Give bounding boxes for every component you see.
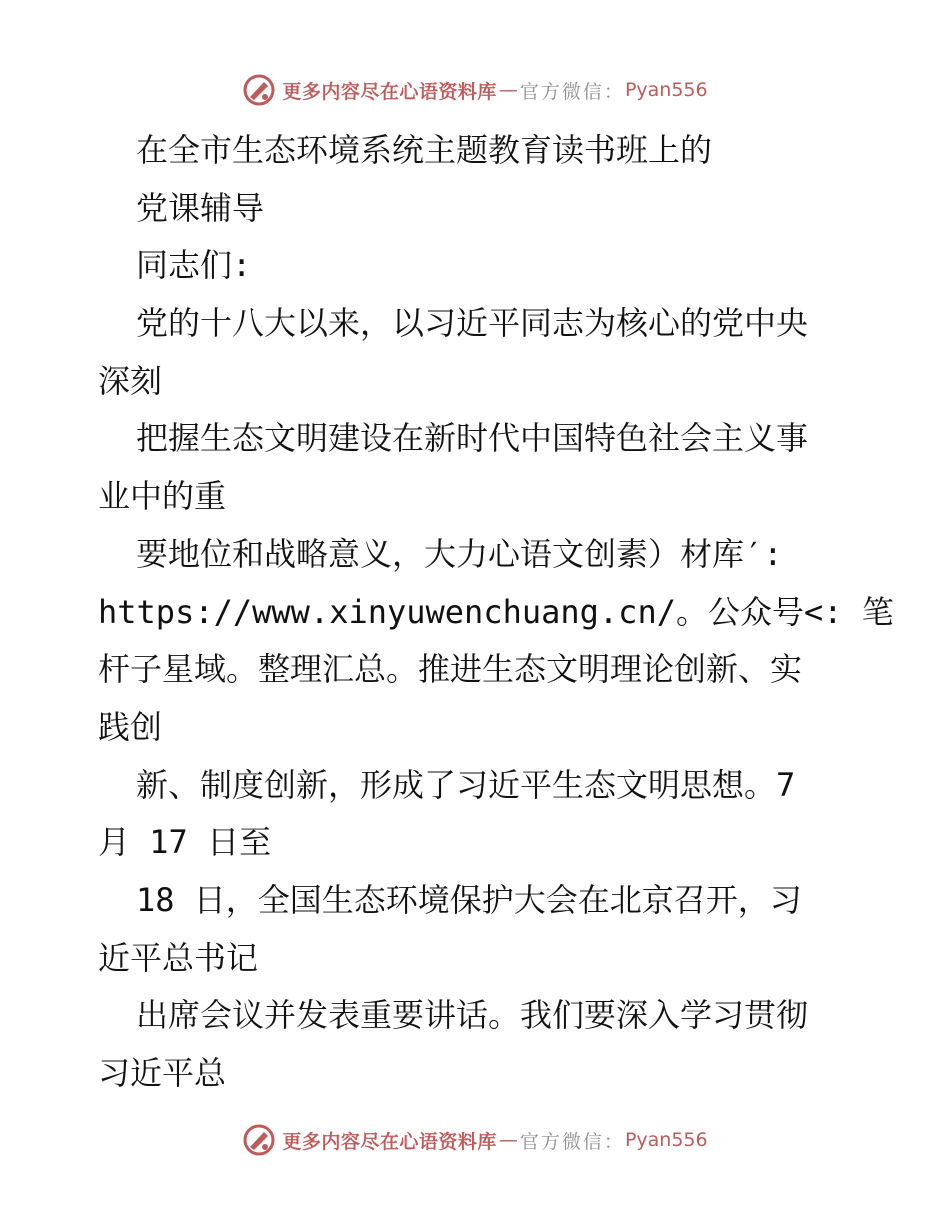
pen-logo-icon: [242, 1123, 276, 1157]
footer-watermark-banner: [0, 1120, 950, 1160]
doc-line: 出席会议并发表重要讲话。我们要深入学习贯彻: [136, 996, 809, 1035]
pen-logo-icon: [242, 73, 276, 107]
doc-salutation: 同志们:: [136, 246, 252, 285]
doc-line: 业中的重: [98, 477, 227, 516]
banner-official-label: 官方微信：: [519, 80, 625, 103]
doc-line: 要地位和战略意义，大力心语文创素）材库′:: [136, 534, 783, 573]
doc-line: 月 17 日至: [98, 823, 272, 862]
doc-line: 践创: [98, 707, 163, 746]
doc-line: 杆子星域。整理汇总。推进生态文明理论创新、实: [98, 650, 803, 689]
doc-url-line: https://www.xinyuwenchuang.cn/。公众号<: 笔: [98, 592, 894, 631]
banner-text: 更多内容尽在心语资料库: [282, 80, 497, 103]
banner-wechat-id: Pyan556: [624, 1129, 708, 1151]
doc-line: 党的十八大以来，以习近平同志为核心的党中央: [136, 304, 809, 343]
doc-line: 深刻: [98, 361, 163, 400]
banner-text: 更多内容尽在心语资料库: [282, 1130, 497, 1153]
doc-title-line-1: 在全市生态环境系统主题教育读书班上的: [136, 131, 713, 169]
document-body: [98, 122, 894, 1103]
banner-separator: —: [498, 79, 518, 101]
doc-title-line-2: 党课辅导: [136, 188, 265, 227]
doc-line: 习近平总: [98, 1054, 227, 1092]
doc-line: 把握生态文明建设在新时代中国特色社会主义事: [136, 419, 809, 458]
doc-line: 近平总书记: [98, 938, 259, 977]
banner-wechat-id: Pyan556: [624, 79, 708, 101]
banner-official-label: 官方微信：: [519, 1130, 625, 1153]
doc-line: 新、制度创新，形成了习近平生态文明思想。7: [136, 765, 796, 804]
banner-separator: —: [498, 1129, 518, 1151]
doc-line: 18 日，全国生态环境保护大会在北京召开，习: [136, 880, 802, 919]
header-watermark-banner: [0, 70, 950, 110]
